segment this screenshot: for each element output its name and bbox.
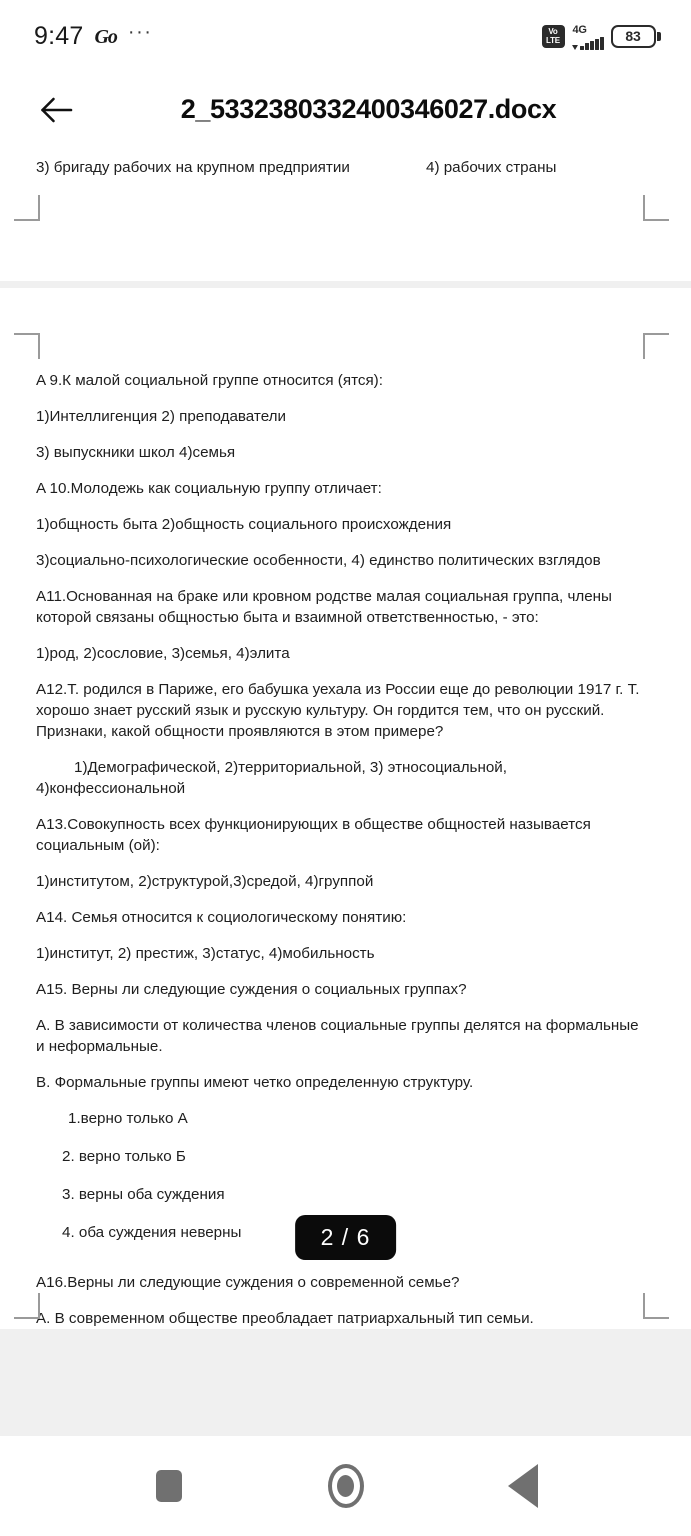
battery-percent-label: 83 bbox=[625, 28, 641, 44]
back-button[interactable] bbox=[34, 87, 80, 133]
question-a13-options: 1)институтом, 2)структурой,3)средой, 4)группой bbox=[36, 873, 374, 890]
signal-bar-5 bbox=[600, 37, 604, 50]
volte-top-label: Vo bbox=[548, 27, 558, 36]
question-a12: A12.Т. родился в Париже, его бабушка уехала из России еще до революции 1917 г. Т. хорошо знает русский язык и русскую культуру. Он гордится тем, что он русский. Признаки, какой общности проявляются в этом примере? bbox=[36, 681, 640, 740]
page-2-body bbox=[0, 288, 691, 1329]
status-bar-right bbox=[542, 24, 662, 49]
question-a15-option-1: 1.верно только А bbox=[68, 1110, 188, 1127]
volte-bottom-label: LTE bbox=[546, 36, 560, 45]
battery-cap bbox=[657, 32, 661, 41]
square-recents-icon bbox=[156, 1470, 182, 1502]
signal-bar-2 bbox=[585, 43, 589, 50]
page-1-option-3: 3) бригаду рабочих на крупном предприятии bbox=[36, 159, 350, 176]
question-a16: A16.Верны ли следующие суждения о современной семье? bbox=[36, 1274, 460, 1291]
question-a15-option-2: 2. верно только Б bbox=[62, 1148, 186, 1165]
battery-body bbox=[611, 25, 656, 48]
question-a12-options bbox=[36, 757, 651, 799]
crop-mark-bottom-left bbox=[14, 195, 40, 221]
signal-bars bbox=[572, 36, 604, 50]
network-type-label: 4G bbox=[572, 23, 587, 36]
question-a10-options-line2: 3)социально-психологические особенности, 4) единство политических взглядов bbox=[36, 552, 601, 569]
question-a10-options-line1: 1)общность быта 2)общность социального происхождения bbox=[36, 516, 452, 533]
circle-home-icon-inner bbox=[337, 1475, 354, 1497]
signal-bar-4 bbox=[595, 39, 599, 50]
signal-arrow bbox=[572, 45, 578, 50]
go-app-icon: Go bbox=[94, 25, 117, 48]
question-a12-options-line1: 1)Демографической, 2)территориальной, 3) этносоциальной, bbox=[74, 759, 508, 776]
document-title: 2_5332380332400346027.docx bbox=[180, 94, 557, 124]
question-a15-statement-a: А. В зависимости от количества членов социальные группы делятся на формальные и неформальные. bbox=[36, 1017, 639, 1055]
question-a15-option-3: 3. верны оба суждения bbox=[62, 1186, 225, 1203]
signal-bar-3 bbox=[590, 41, 594, 50]
signal-strength-icon bbox=[572, 25, 604, 50]
question-a15-statement-b: В. Формальные группы имеют четко определенную структуру. bbox=[36, 1074, 474, 1091]
page-1-options-row bbox=[0, 159, 691, 176]
status-bar-left bbox=[34, 22, 152, 51]
question-a9-options-line2: 3) выпускники школ 4)семья bbox=[36, 444, 236, 461]
recents-button[interactable] bbox=[134, 1451, 204, 1521]
question-a14: A14. Семья относится к социологическому понятию: bbox=[36, 909, 407, 926]
document-viewer[interactable] bbox=[0, 147, 691, 1436]
app-bar bbox=[0, 72, 691, 147]
question-a15: A15. Верны ли следующие суждения о социальных группах? bbox=[36, 981, 467, 998]
home-button[interactable] bbox=[311, 1451, 381, 1521]
document-page-1-tail bbox=[0, 147, 691, 281]
page-indicator: 2 / 6 bbox=[295, 1215, 397, 1260]
battery-icon bbox=[611, 25, 662, 48]
crop-mark-bottom-right bbox=[643, 195, 669, 221]
page-1-option-4: 4) рабочих страны bbox=[426, 159, 557, 176]
question-a11: A11.Основанная на браке или кровном родстве малая социальная группа, члены которой связаны общностью быта и взаимной ответственностью, - это: bbox=[36, 588, 612, 626]
system-navigation-bar bbox=[0, 1436, 691, 1536]
circle-home-icon bbox=[328, 1464, 364, 1508]
document-page-2 bbox=[0, 288, 691, 1329]
page-separator bbox=[0, 281, 691, 288]
question-a15-option-4: 4. оба суждения неверны bbox=[62, 1224, 242, 1241]
question-a11-options: 1)род, 2)сословие, 3)семья, 4)элита bbox=[36, 645, 290, 662]
signal-bar-1 bbox=[580, 46, 584, 50]
more-notifications-icon: ··· bbox=[127, 20, 153, 43]
question-a12-options-line2: 4)конфессиональной bbox=[36, 780, 186, 797]
volte-icon bbox=[542, 25, 565, 48]
arrow-left-icon bbox=[39, 96, 75, 124]
triangle-back-icon bbox=[508, 1464, 538, 1508]
question-a9: A 9.К малой социальной группе относится (ятся): bbox=[36, 372, 383, 389]
back-nav-button[interactable] bbox=[488, 1451, 558, 1521]
question-a13: A13.Совокупность всех функционирующих в обществе общностей называется социальным (ой): bbox=[36, 816, 591, 854]
question-a14-options: 1)институт, 2) престиж, 3)статус, 4)мобильность bbox=[36, 945, 375, 962]
question-a16-statement-a: А. В современном обществе преобладает патриархальный тип семьи. bbox=[36, 1310, 534, 1327]
question-a9-options-line1: 1)Интеллигенция 2) преподаватели bbox=[36, 408, 286, 425]
status-bar bbox=[0, 0, 691, 72]
question-a10: A 10.Молодежь как социальную группу отличает: bbox=[36, 480, 382, 497]
status-clock: 9:47 bbox=[34, 21, 84, 50]
